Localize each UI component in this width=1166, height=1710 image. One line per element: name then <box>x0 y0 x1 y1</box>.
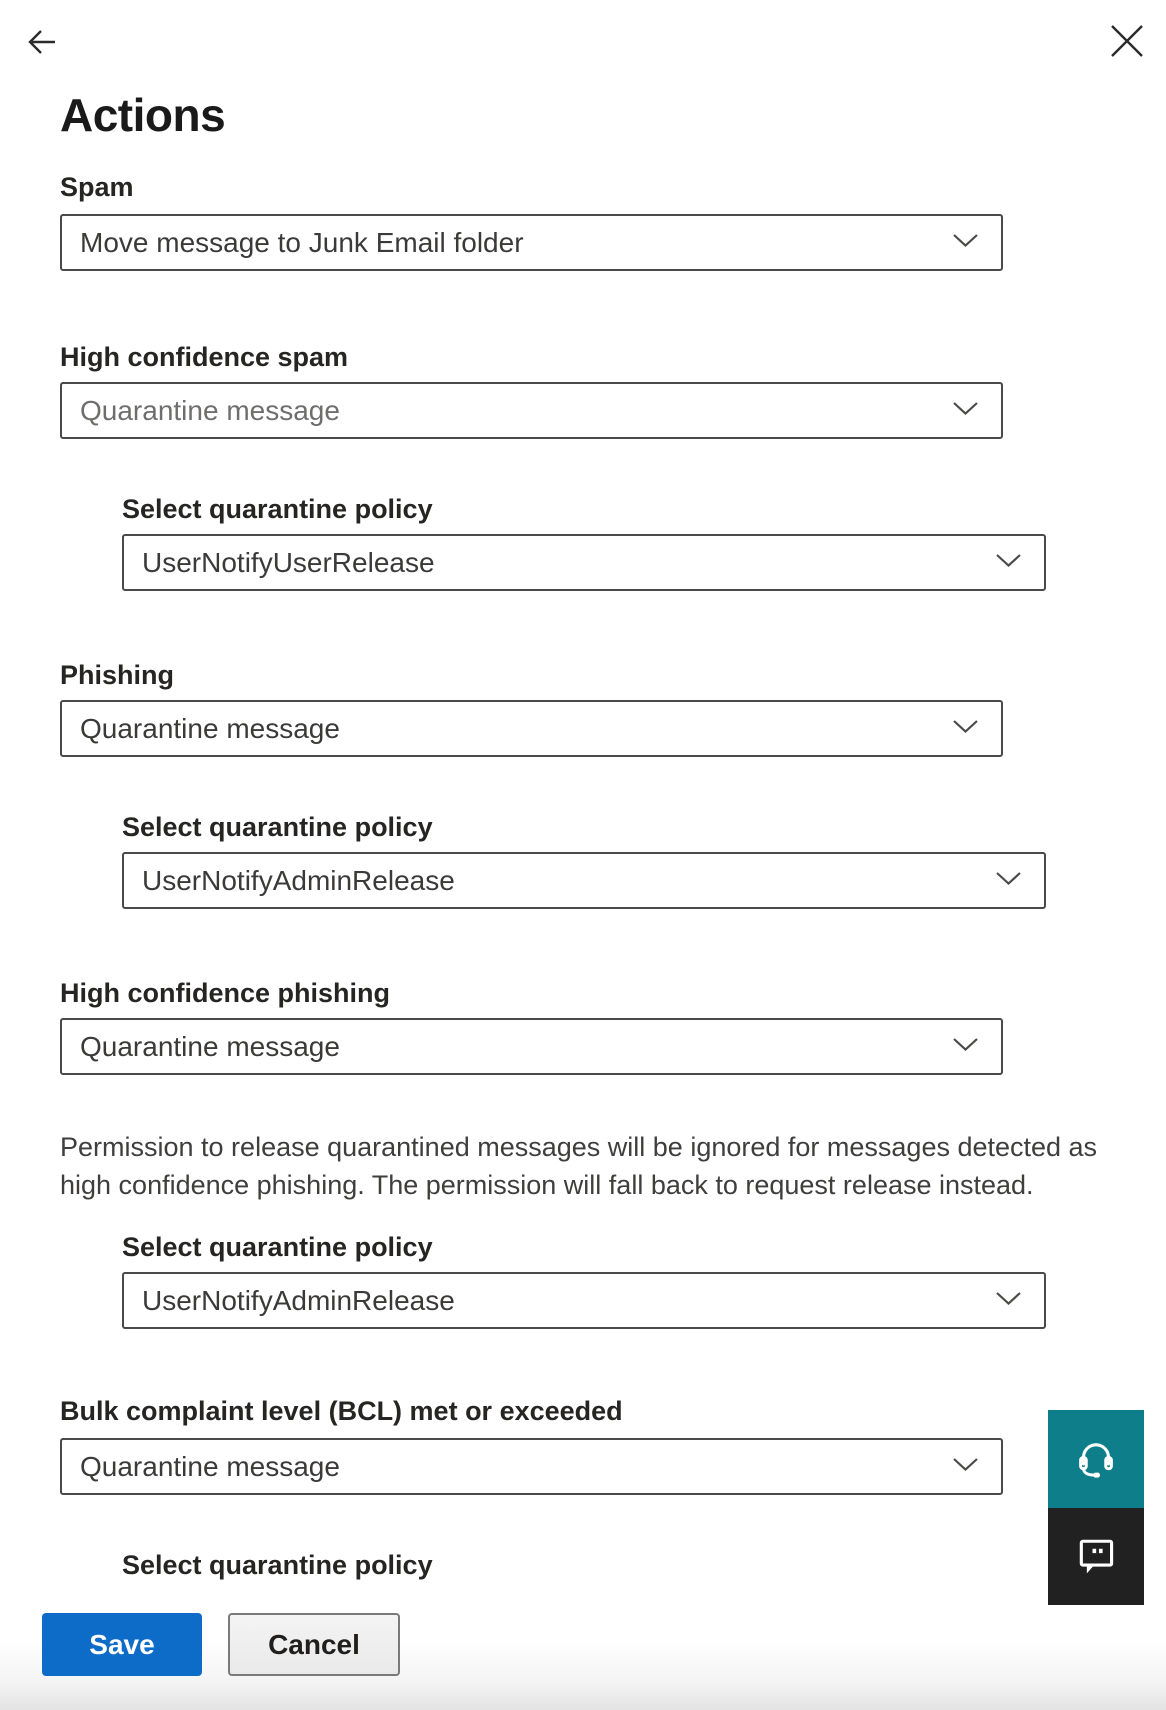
headset-icon <box>1074 1436 1118 1483</box>
quarantine-policy-dropdown-hcp[interactable] <box>122 1272 1046 1329</box>
chevron-down-icon <box>995 553 1022 573</box>
quarantine-policy-label-hcp: Select quarantine policy <box>122 1232 433 1262</box>
save-button[interactable]: Save <box>42 1613 202 1676</box>
quarantine-policy-dropdown-phishing[interactable] <box>122 852 1046 909</box>
page-title: Actions <box>60 89 226 141</box>
high-confidence-spam-dropdown[interactable] <box>60 382 1003 439</box>
chevron-down-icon <box>995 1291 1022 1311</box>
back-arrow-icon <box>22 50 62 65</box>
feedback-button[interactable] <box>1048 1508 1144 1605</box>
quarantine-policy-label-hcs: Select quarantine policy <box>122 494 433 524</box>
quarantine-policy-value-hcp: UserNotifyAdminRelease <box>142 1284 455 1316</box>
help-support-button[interactable] <box>1048 1410 1144 1508</box>
quarantine-policy-value-phishing: UserNotifyAdminRelease <box>142 864 455 896</box>
cancel-button[interactable]: Cancel <box>228 1613 400 1676</box>
chevron-down-icon <box>952 719 979 739</box>
spam-action-dropdown[interactable] <box>60 214 1003 271</box>
chevron-down-icon <box>952 401 979 421</box>
spam-label: Spam <box>60 172 134 202</box>
spam-action-value: Move message to Junk Email folder <box>80 226 524 258</box>
back-button[interactable] <box>22 22 62 62</box>
high-confidence-phishing-value: Quarantine message <box>80 1030 340 1062</box>
quarantine-policy-value-hcs: UserNotifyUserRelease <box>142 546 435 578</box>
phishing-label: Phishing <box>60 660 174 690</box>
high-confidence-spam-label: High confidence spam <box>60 342 349 372</box>
close-button[interactable] <box>1106 20 1148 62</box>
footer-bar <box>0 1582 1166 1710</box>
high-confidence-phishing-dropdown[interactable] <box>60 1018 1003 1075</box>
quarantine-policy-label-phishing: Select quarantine policy <box>122 812 433 842</box>
high-confidence-spam-value: Quarantine message <box>80 394 340 426</box>
quarantine-policy-dropdown-hcs[interactable] <box>122 534 1046 591</box>
bcl-action-dropdown[interactable] <box>60 1438 1003 1495</box>
phishing-action-dropdown[interactable] <box>60 700 1003 757</box>
feedback-speech-bubble-icon <box>1074 1533 1118 1580</box>
bcl-action-value: Quarantine message <box>80 1450 340 1482</box>
chevron-down-icon <box>952 1037 979 1057</box>
close-icon <box>1106 50 1148 65</box>
quarantine-policy-label-bcl-clipped: Select quarantine policy <box>122 1550 433 1580</box>
high-confidence-phishing-label: High confidence phishing <box>60 978 390 1008</box>
bcl-label: Bulk complaint level (BCL) met or exceeded <box>60 1396 623 1426</box>
chevron-down-icon <box>952 1457 979 1477</box>
chevron-down-icon <box>952 233 979 253</box>
chevron-down-icon <box>995 871 1022 891</box>
hcp-permission-note: Permission to release quarantined messages will be ignored for messages detected as high confidence phishing. The permission will fall back to request release instead. <box>60 1132 1098 1200</box>
phishing-action-value: Quarantine message <box>80 712 340 744</box>
